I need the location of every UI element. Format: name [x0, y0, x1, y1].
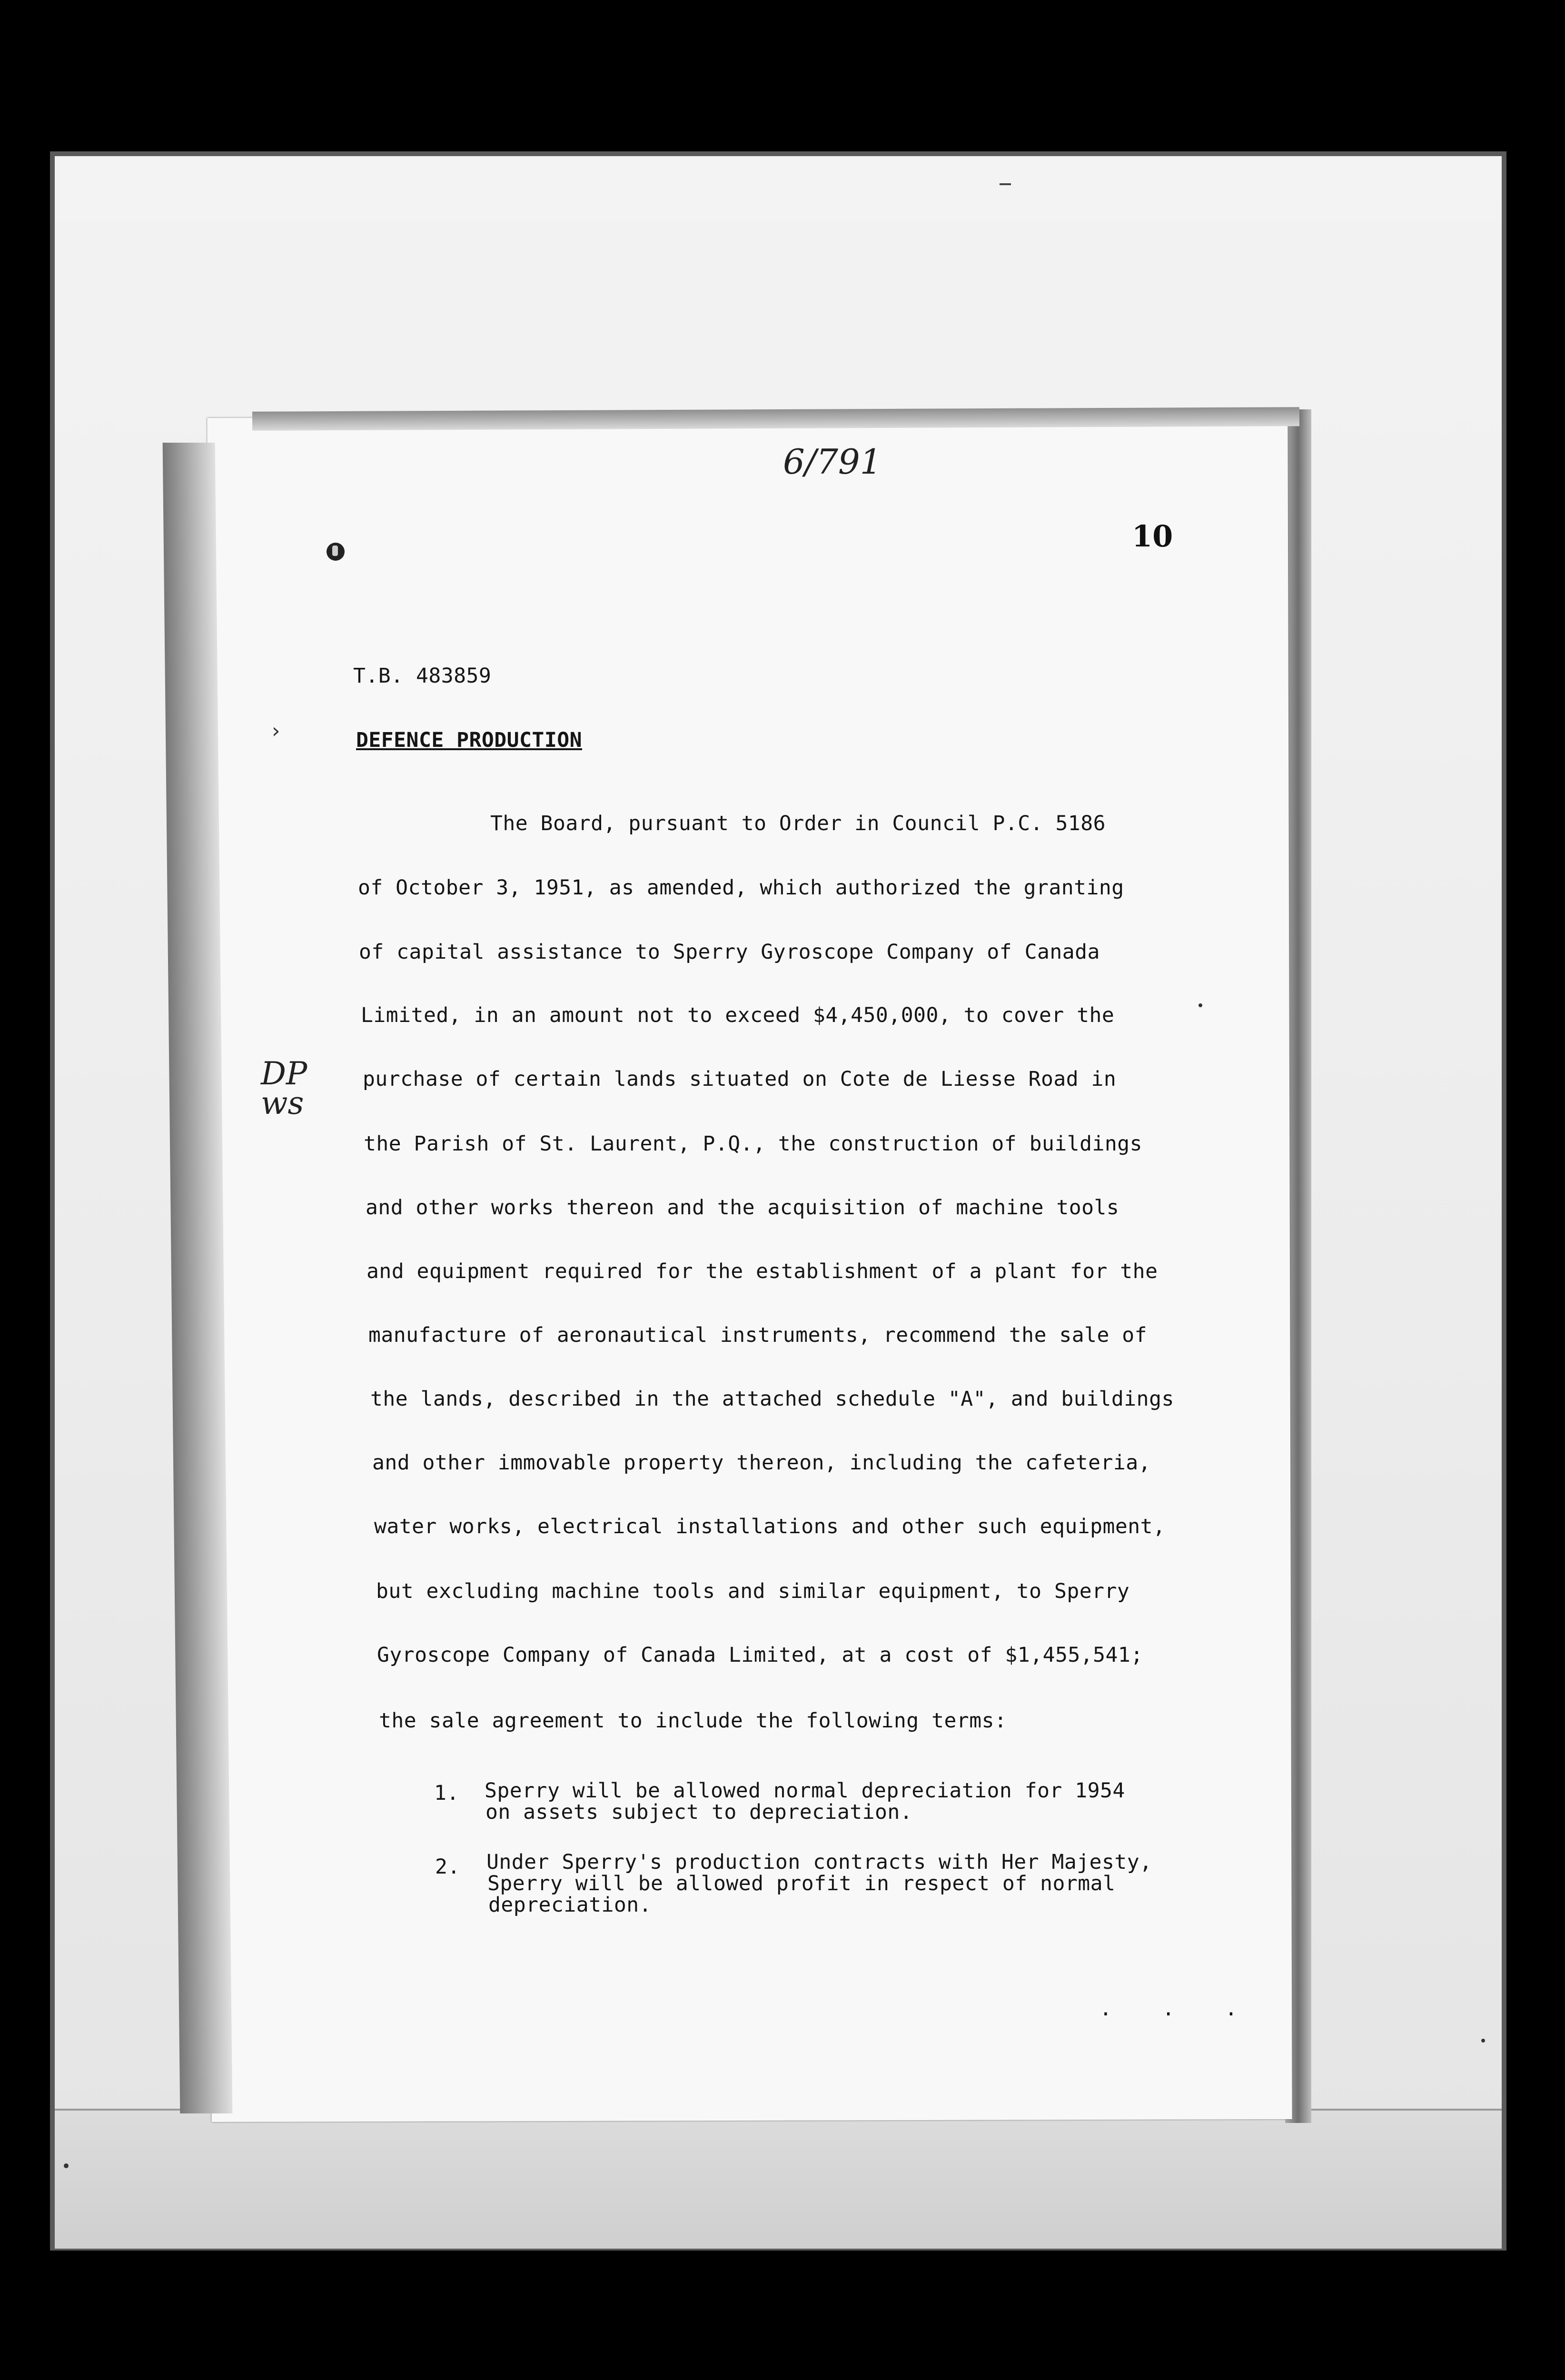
- stray-dot: [64, 2163, 69, 2168]
- term-line: Under Sperry's production contracts with Her Majesty,: [486, 1850, 1152, 1874]
- paragraph-line: and equipment required for the establishment of a plant for the: [366, 1259, 1158, 1283]
- paragraph-line: the sale agreement to include the following terms:: [379, 1709, 1007, 1733]
- stray-mark: [1000, 183, 1011, 185]
- term-line: Sperry will be allowed profit in respect of normal: [487, 1872, 1116, 1895]
- stray-dot: [1481, 2039, 1485, 2043]
- paragraph-line: and other immovable property thereon, including the cafeteria,: [372, 1451, 1151, 1475]
- handwritten-reference-number: 6/791: [783, 442, 882, 482]
- file-number: T.B. 483859: [353, 664, 492, 688]
- term-number: 1.: [434, 1781, 459, 1805]
- margin-initial-1: DP: [261, 1055, 307, 1092]
- margin-initials: [261, 1055, 323, 1121]
- page-number: 10: [1132, 519, 1173, 554]
- section-heading: DEFENCE PRODUCTION: [356, 728, 582, 752]
- paragraph-line: the lands, described in the attached schedule "A", and buildings: [370, 1387, 1174, 1411]
- paragraph-line: but excluding machine tools and similar equipment, to Sperry: [376, 1579, 1130, 1603]
- paragraph-line: Limited, in an amount not to exceed $4,450,000, to cover the: [361, 1003, 1115, 1027]
- paragraph-line: of October 3, 1951, as amended, which authorized the granting: [358, 876, 1124, 900]
- stray-dot: [1199, 1003, 1202, 1007]
- paragraph-line: the Parish of St. Laurent, P.Q., the construction of buildings: [364, 1132, 1143, 1156]
- term-line: Sperry will be allowed normal depreciation for 1954: [485, 1779, 1125, 1803]
- paragraph-line: of capital assistance to Sperry Gyroscope Company of Canada: [359, 940, 1100, 964]
- paragraph-line: Gyroscope Company of Canada Limited, at a cost of $1,455,541;: [377, 1643, 1143, 1667]
- term-line: on assets subject to depreciation.: [485, 1800, 913, 1824]
- paragraph-line: purchase of certain lands situated on Cote de Liesse Road in: [363, 1067, 1117, 1091]
- paragraph-line: manufacture of aeronautical instruments, recommend the sale of: [368, 1323, 1148, 1347]
- continuation-mark: . . .: [1099, 1997, 1257, 2021]
- term-line: depreciation.: [488, 1893, 652, 1917]
- margin-initial-2: ws: [261, 1085, 304, 1121]
- term-number: 2.: [435, 1855, 460, 1879]
- backing-bottom-strip: [55, 2109, 1502, 2249]
- punch-hole-icon: [327, 543, 345, 561]
- paragraph-line: The Board, pursuant to Order in Council P.C. 5186: [490, 812, 1106, 835]
- pencil-tick-icon: ›: [269, 719, 282, 743]
- paragraph-line: and other works thereon and the acquisition of machine tools: [366, 1196, 1119, 1220]
- paragraph-line: water works, electrical installations and other such equipment,: [374, 1515, 1166, 1538]
